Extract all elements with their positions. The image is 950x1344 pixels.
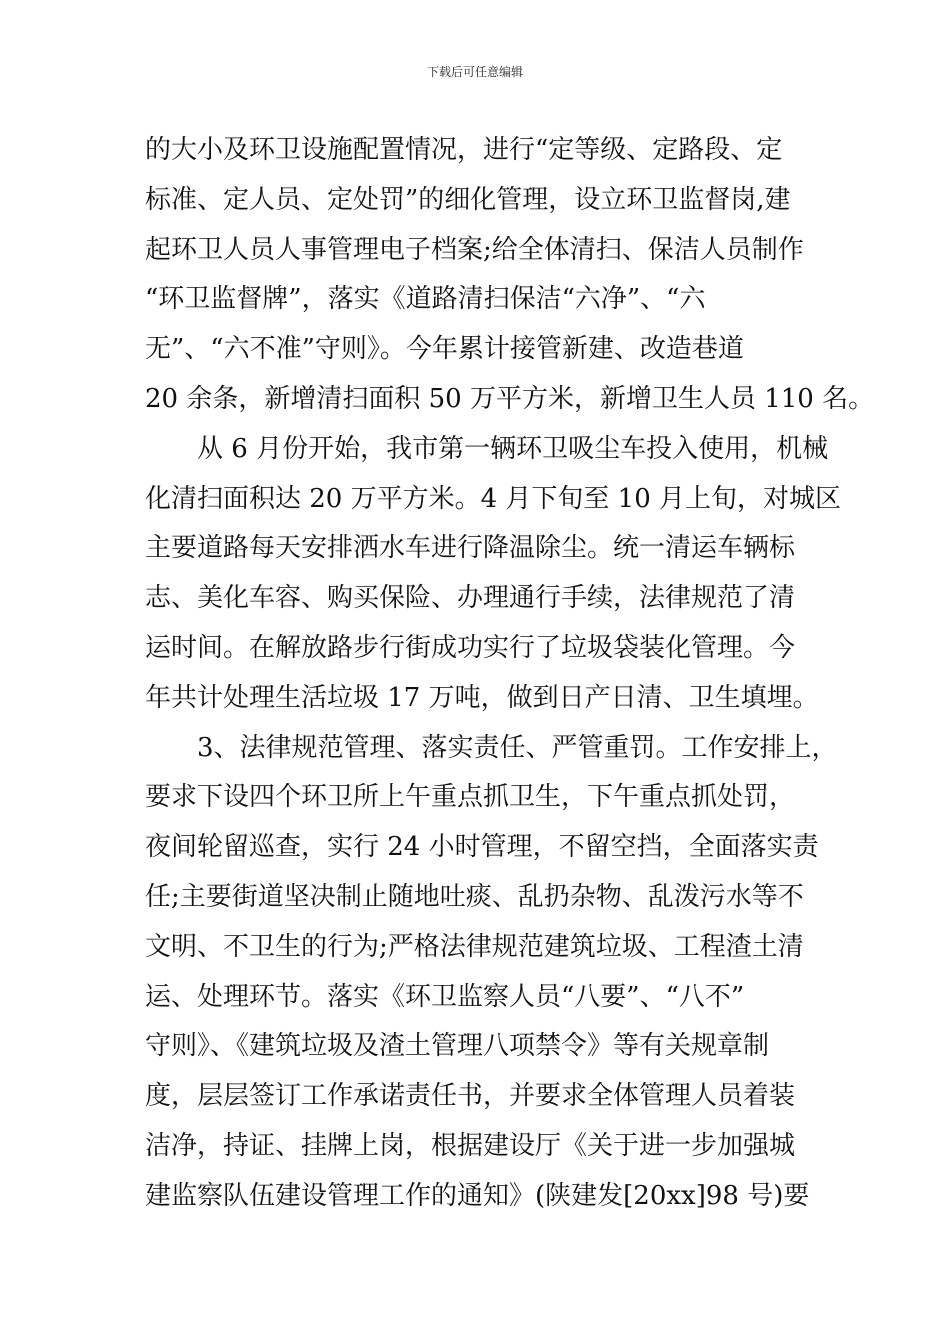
text-line: 建监察队伍建设管理工作的通知》(陕建发[20xx]98 号)要 — [145, 1180, 810, 1211]
text-line: “环卫监督牌”，落实《道路清扫保洁“六净”、“六 — [145, 284, 706, 315]
text-line: 志、美化车容、购买保险、办理通行手续，法律规范了清 — [145, 583, 796, 614]
text-line: 任;主要街道坚决制止随地吐痰、乱扔杂物、乱泼污水等不 — [145, 881, 804, 912]
text-line: 度，层层签订工作承诺责任书，并要求全体管理人员着装 — [145, 1081, 796, 1112]
text-line: 文明、不卫生的行为;严格法律规范建筑垃圾、工程渣土清 — [145, 931, 804, 962]
text-line: 守则》、《建筑垃圾及渣土管理八项禁令》等有关规章制 — [145, 1031, 770, 1062]
document-body — [145, 126, 875, 1222]
text-line: 20 余条，新增清扫面积 50 万平方米，新增卫生人员 110 名。 — [145, 383, 875, 414]
text-line: 要求下设四个环卫所上午重点抓卫生，下午重点抓处罚， — [145, 782, 796, 813]
text-line: 从 6 月份开始，我市第一辆环卫吸尘车投入使用，机械 — [145, 433, 829, 464]
text-line: 运、处理环节。落实《环卫监察人员“八要”、“八不” — [145, 981, 745, 1012]
text-line: 无”、“六不准”守则》。今年累计接管新建、改造巷道 — [145, 334, 744, 365]
text-line: 主要道路每天安排洒水车进行降温除尘。统一清运车辆标 — [145, 533, 796, 564]
text-line: 年共计处理生活垃圾 17 万吨，做到日产日清、卫生填埋。 — [145, 682, 819, 713]
text-line: 标准、定人员、定处罚”的细化管理，设立环卫监督岗,建 — [145, 184, 791, 215]
text-line: 的大小及环卫设施配置情况，进行“定等级、定路段、定 — [145, 135, 783, 165]
text-line: 3、法律规范管理、落实责任、严管重罚。工作安排上， — [145, 732, 838, 763]
text-line: 起环卫人员人事管理电子档案;给全体清扫、保洁人员制作 — [145, 234, 804, 265]
text-line: 洁净，持证、挂牌上岗，根据建设厅《关于进一步加强城 — [145, 1130, 796, 1161]
text-line: 运时间。在解放路步行街成功实行了垃圾袋装化管理。今 — [145, 632, 796, 663]
text-line: 夜间轮留巡查，实行 24 小时管理，不留空挡，全面落实责 — [145, 832, 819, 863]
page-header: 下载后可任意编辑 — [426, 65, 523, 79]
text-line: 化清扫面积达 20 万平方米。4 月下旬至 10 月上旬，对城区 — [145, 483, 842, 514]
